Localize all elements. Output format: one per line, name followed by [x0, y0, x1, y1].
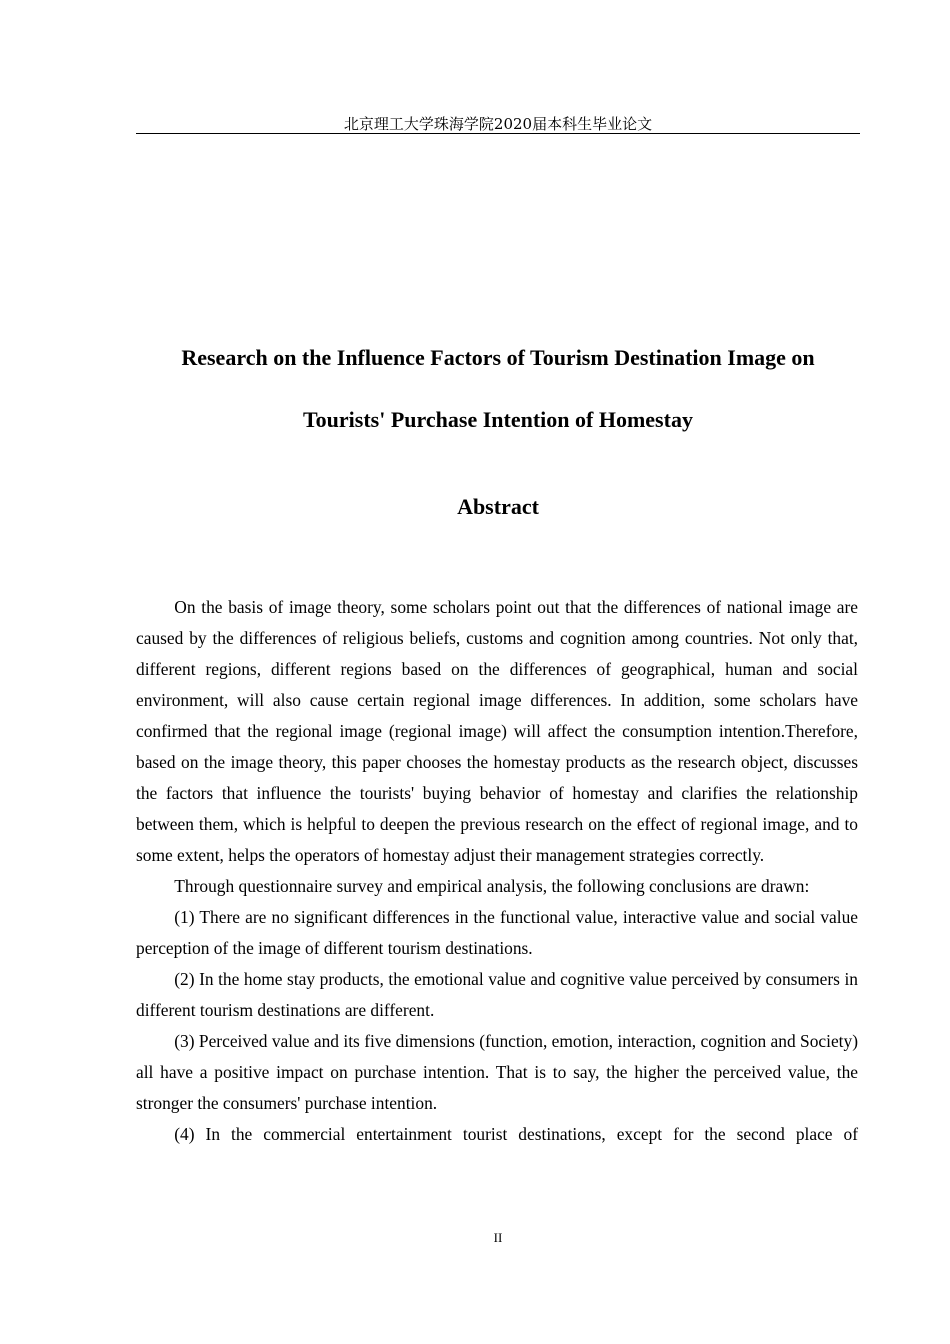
header-rule — [136, 133, 860, 134]
abstract-body — [136, 592, 858, 1150]
paper-title-line-1: Research on the Influence Factors of Tourism Destination Image on — [181, 345, 815, 370]
paper-title-line-2: Tourists' Purchase Intention of Homestay — [303, 407, 693, 432]
abstract-conclusion-1: (1) There are no significant differences in the functional value, interactive value and social value perception of the image of different tourism destinations. — [136, 907, 858, 958]
abstract-conclusion-2: (2) In the home stay products, the emotional value and cognitive value perceived by consumers in different tourism destinations are different. — [136, 969, 858, 1020]
abstract-heading: Abstract — [457, 494, 539, 519]
page-number: II — [493, 1230, 503, 1245]
abstract-conclusion-3: (3) Perceived value and its five dimensions (function, emotion, interaction, cognition and Society) all have a positive impact on purchase intention. That is to say, the higher the perceived value, the stronger the consumers' purchase intention. — [136, 1031, 858, 1113]
abstract-conclusion-4: (4) In the commercial entertainment tourist destinations, except for the second place of — [174, 1124, 858, 1144]
running-header: 北京理工大学珠海学院2020届本科生毕业论文 — [343, 115, 653, 133]
abstract-paragraph-intro: On the basis of image theory, some scholars point out that the differences of national image are caused by the differences of religious beliefs, customs and cognition among countries. Not only that, different regions, different regions based on the differences of geographical, human and social environment, will also cause certain regional image differences. In addition, some scholars have confirmed that the regional image (regional image) will affect the consumption intention.Therefore, based on the image theory, this paper chooses the homestay products as the research object, discusses the factors that influence the tourists' buying behavior of homestay and clarifies the relationship between them, which is helpful to deepen the previous research on the effect of regional image, and to some extent, helps the operators of homestay adjust their management strategies correctly. — [136, 597, 858, 865]
abstract-paragraph-method: Through questionnaire survey and empirical analysis, the following conclusions are drawn: — [174, 876, 810, 896]
